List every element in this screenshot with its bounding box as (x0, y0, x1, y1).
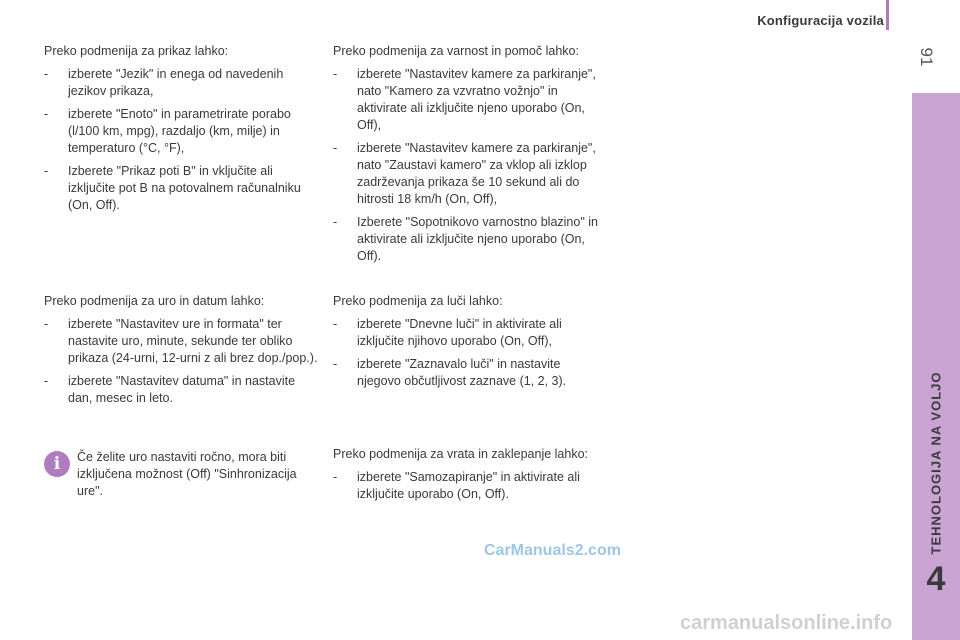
section-lights-submenu (333, 293, 605, 396)
list-item: - Izberete "Sopotnikovo varnostno blazino" in aktivirate ali izključite njeno uporabo (On, Off). (333, 215, 598, 263)
section-safety-submenu (333, 43, 605, 271)
list-item: - izberete "Zaznavalo luči" in nastavite njegovo občutljivost zaznave (1, 2, 3). (333, 357, 567, 388)
header-accent-bar (886, 0, 889, 30)
watermark-carmanuals2: CarManuals2.com (484, 542, 621, 559)
watermark-carmanualsonline: carmanualsonline.info (680, 612, 893, 634)
list-item: - izberete "Enoto" in parametrirate porabo (l/100 km, mpg), razdaljo (km, milje) in temperaturo (°C, °F), (44, 107, 291, 155)
page-number: 91 (917, 47, 936, 67)
option-list (333, 316, 605, 390)
list-item: - izberete "Nastavitev ure in formata" ter nastavite uro, minute, sekunde ter obliko prikaza (24-urni, 12-urni z ali brez dop./pop.). (44, 317, 318, 365)
list-item: - izberete "Dnevne luči" in aktivirate ali izključite njihovo uporabo (On, Off), (333, 317, 562, 348)
section-intro: Preko podmenija za luči lahko: (333, 294, 503, 308)
section-intro: Preko podmenija za prikaz lahko: (44, 44, 229, 58)
list-item: - izberete "Nastavitev datuma" in nastavite dan, mesec in leto. (44, 374, 296, 405)
section-doors-locking-submenu (333, 446, 605, 509)
option-list (333, 469, 605, 503)
chapter-number: 4 (926, 560, 946, 598)
option-list (44, 316, 320, 407)
page-header-title: Konfiguracija vozila (757, 13, 884, 28)
section-intro: Preko podmenija za varnost in pomoč lahko: (333, 44, 579, 58)
section-display-submenu (44, 43, 316, 220)
option-list (44, 66, 316, 214)
info-note-text: Če želite uro nastaviti ročno, mora biti izključena možnost (Off) "Sinhronizacija ure". (77, 450, 297, 498)
list-item: - Izberete "Prikaz poti B" in vključite ali izključite pot B na potovalnem računalniku (On, Off). (44, 164, 301, 212)
section-intro: Preko podmenija za vrata in zaklepanje lahko: (333, 447, 589, 461)
section-intro: Preko podmenija za uro in datum lahko: (44, 294, 265, 308)
list-item: - izberete "Samozapiranje" in aktivirate ali izključite uporabo (On, Off). (333, 470, 580, 501)
chapter-side-tab-label: TEHNOLOGIJA NA VOLJO (928, 371, 944, 555)
chapter-side-tab-label-box (912, 363, 960, 563)
info-icon: i (44, 451, 70, 477)
section-clock-date-submenu (44, 293, 320, 413)
list-item: - izberete "Nastavitev kamere za parkiranje", nato "Kamero za vzvratno vožnjo" in aktivirate ali izključite njeno uporabo (On, Off), (333, 67, 596, 132)
option-list (333, 66, 605, 265)
list-item: - izberete "Nastavitev kamere za parkiranje", nato "Zaustavi kamero" za vklop ali izklop zadrževanja prikaza še 10 sekund ali do hitrosti 18 km/h (On, Off), (333, 141, 596, 206)
list-item: - izberete "Jezik" in enega od navedenih jezikov prikaza, (44, 67, 284, 98)
